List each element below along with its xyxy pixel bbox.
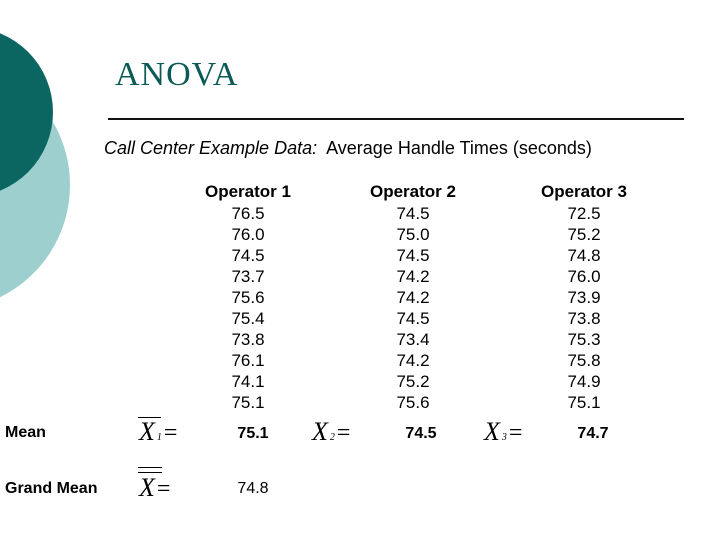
grand-mean-label: Grand Mean bbox=[5, 480, 98, 497]
data-cell: 75.1 bbox=[231, 393, 265, 412]
data-cell: 75.6 bbox=[231, 288, 265, 307]
decorative-circles bbox=[0, 0, 80, 300]
data-cell: 74.8 bbox=[567, 246, 601, 265]
x3-bar-symbol: X 3= bbox=[484, 417, 523, 446]
data-cell: 74.2 bbox=[396, 351, 430, 370]
data-cell: 74.5 bbox=[231, 246, 265, 265]
data-cell: 73.7 bbox=[231, 267, 265, 286]
data-cell: 76.5 bbox=[231, 204, 265, 223]
column-header: Operator 1 bbox=[205, 182, 291, 201]
slide-title: ANOVA bbox=[115, 56, 239, 93]
data-cell: 75.4 bbox=[231, 309, 265, 328]
grand-mean-symbol: X= bbox=[139, 473, 171, 502]
data-cell: 74.5 bbox=[396, 204, 430, 223]
data-cell: 75.2 bbox=[567, 225, 601, 244]
data-cell: 74.2 bbox=[396, 288, 430, 307]
grand-mean-value: 74.8 bbox=[237, 480, 269, 497]
data-cell: 75.1 bbox=[567, 393, 601, 412]
data-cell: 75.0 bbox=[396, 225, 430, 244]
mean-value-operator-3: 74.7 bbox=[577, 425, 609, 442]
data-cell: 73.9 bbox=[567, 288, 601, 307]
operator-2-column bbox=[348, 181, 478, 413]
data-cell: 76.0 bbox=[567, 267, 601, 286]
data-cell: 74.1 bbox=[231, 372, 265, 391]
operator-1-column bbox=[183, 181, 313, 413]
data-cell: 75.2 bbox=[396, 372, 430, 391]
operator-3-column bbox=[519, 181, 649, 413]
grand-mean-overbar-top bbox=[138, 467, 162, 468]
data-cell: 73.4 bbox=[396, 330, 430, 349]
data-cell: 73.8 bbox=[567, 309, 601, 328]
data-cell: 74.5 bbox=[396, 309, 430, 328]
column-header: Operator 3 bbox=[541, 182, 627, 201]
mean-value-operator-1: 75.1 bbox=[237, 425, 269, 442]
x2-bar-symbol: X 2= bbox=[312, 417, 351, 446]
subtitle-italic: Call Center Example Data: bbox=[104, 138, 318, 158]
data-cell: 75.3 bbox=[567, 330, 601, 349]
data-cell: 72.5 bbox=[567, 204, 601, 223]
data-cell: 75.6 bbox=[396, 393, 430, 412]
mean-label: Mean bbox=[5, 424, 46, 441]
data-cell: 74.2 bbox=[396, 267, 430, 286]
data-cell: 76.1 bbox=[231, 351, 265, 370]
data-cell: 75.8 bbox=[567, 351, 601, 370]
data-cell: 74.9 bbox=[567, 372, 601, 391]
title-divider bbox=[108, 118, 684, 120]
data-cell: 74.5 bbox=[396, 246, 430, 265]
column-header: Operator 2 bbox=[370, 182, 456, 201]
subtitle bbox=[104, 138, 592, 159]
mean-value-operator-2: 74.5 bbox=[405, 425, 437, 442]
data-cell: 73.8 bbox=[231, 330, 265, 349]
x1-bar-symbol: X 1= bbox=[139, 417, 178, 446]
data-cell: 76.0 bbox=[231, 225, 265, 244]
subtitle-rest: Average Handle Times (seconds) bbox=[326, 138, 592, 158]
